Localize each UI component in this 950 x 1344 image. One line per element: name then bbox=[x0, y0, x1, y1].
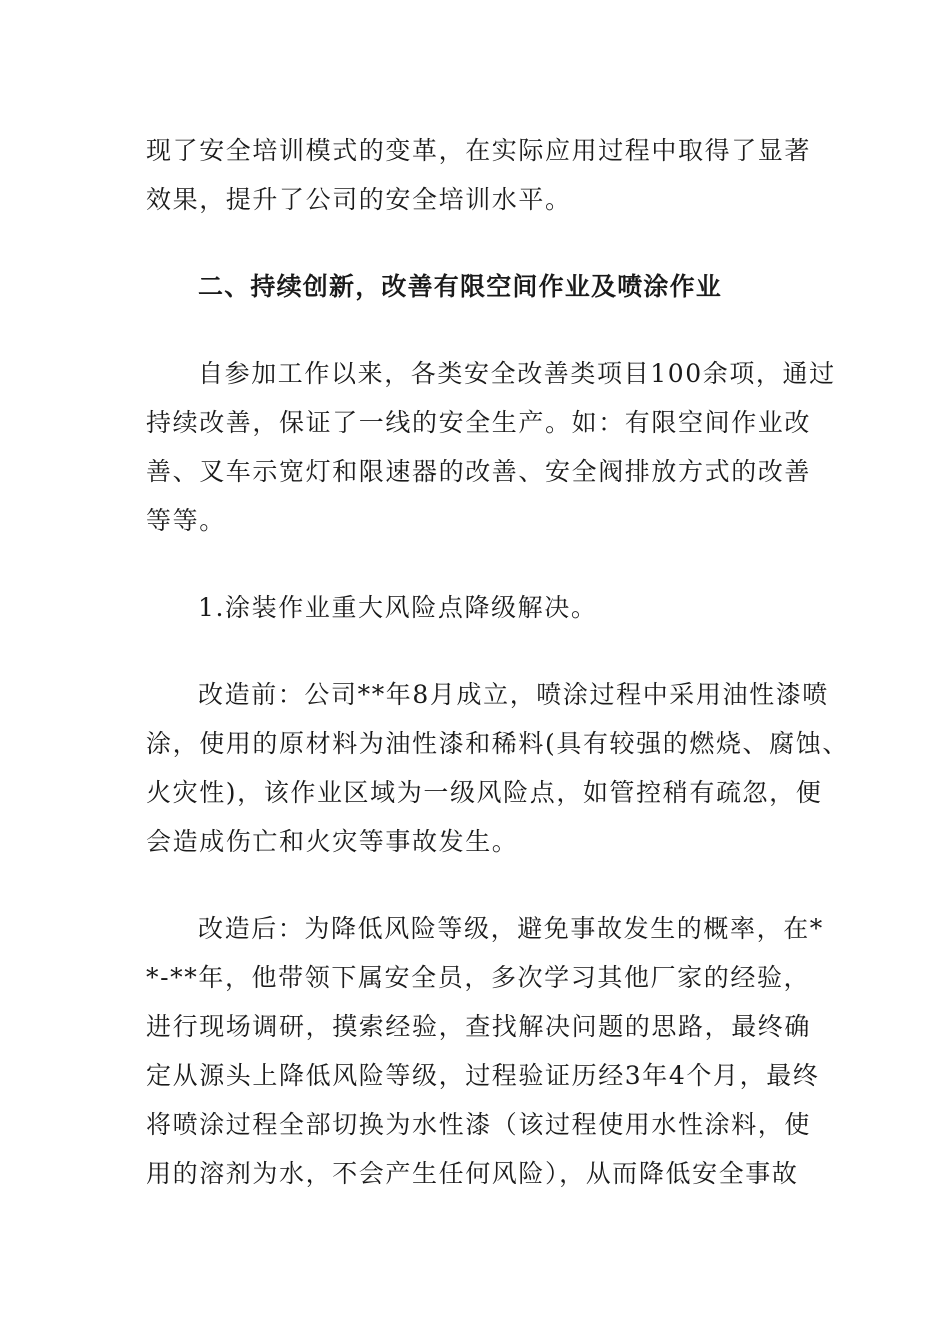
paragraph-line: 涂，使用的原材料为油性漆和稀料(具有较强的燃烧、腐蚀、 bbox=[146, 729, 849, 758]
paragraph-line: 效果，提升了公司的安全培训水平。 bbox=[146, 185, 572, 214]
paragraph-line: 现了安全培训模式的变革，在实际应用过程中取得了显著 bbox=[146, 136, 812, 165]
paragraph-line: 持续改善，保证了一线的安全生产。如：有限空间作业改 bbox=[146, 408, 812, 437]
section-heading: 二、持续创新，改善有限空间作业及喷涂作业 bbox=[198, 272, 723, 301]
subheading: 1.涂装作业重大风险点降级解决。 bbox=[198, 593, 598, 622]
paragraph-line: 改造后：为降低风险等级，避免事故发生的概率，在* bbox=[198, 914, 824, 943]
paragraph-line: 进行现场调研，摸索经验，查找解决问题的思路，最终确 bbox=[146, 1012, 812, 1041]
paragraph-line: 善、叉车示宽灯和限速器的改善、安全阀排放方式的改善 bbox=[146, 457, 812, 486]
paragraph-line: *-**年，他带领下属安全员，多次学习其他厂家的经验， bbox=[146, 963, 811, 992]
paragraph-line: 自参加工作以来，各类安全改善类项目100余项，通过 bbox=[198, 359, 836, 388]
paragraph-line: 用的溶剂为水，不会产生任何风险），从而降低安全事故 bbox=[146, 1159, 799, 1188]
paragraph-line: 定从源头上降低风险等级，过程验证历经3年4个月，最终 bbox=[146, 1061, 820, 1090]
paragraph-line: 会造成伤亡和火灾等事故发生。 bbox=[146, 827, 519, 856]
paragraph-line: 火灾性)，该作业区域为一级风险点，如管控稍有疏忽，便 bbox=[146, 778, 823, 807]
paragraph-line: 等等。 bbox=[146, 506, 226, 535]
paragraph-line: 改造前：公司**年8月成立，喷涂过程中采用油性漆喷 bbox=[198, 680, 829, 709]
paragraph-line: 将喷涂过程全部切换为水性漆（该过程使用水性涂料，使 bbox=[146, 1110, 812, 1139]
